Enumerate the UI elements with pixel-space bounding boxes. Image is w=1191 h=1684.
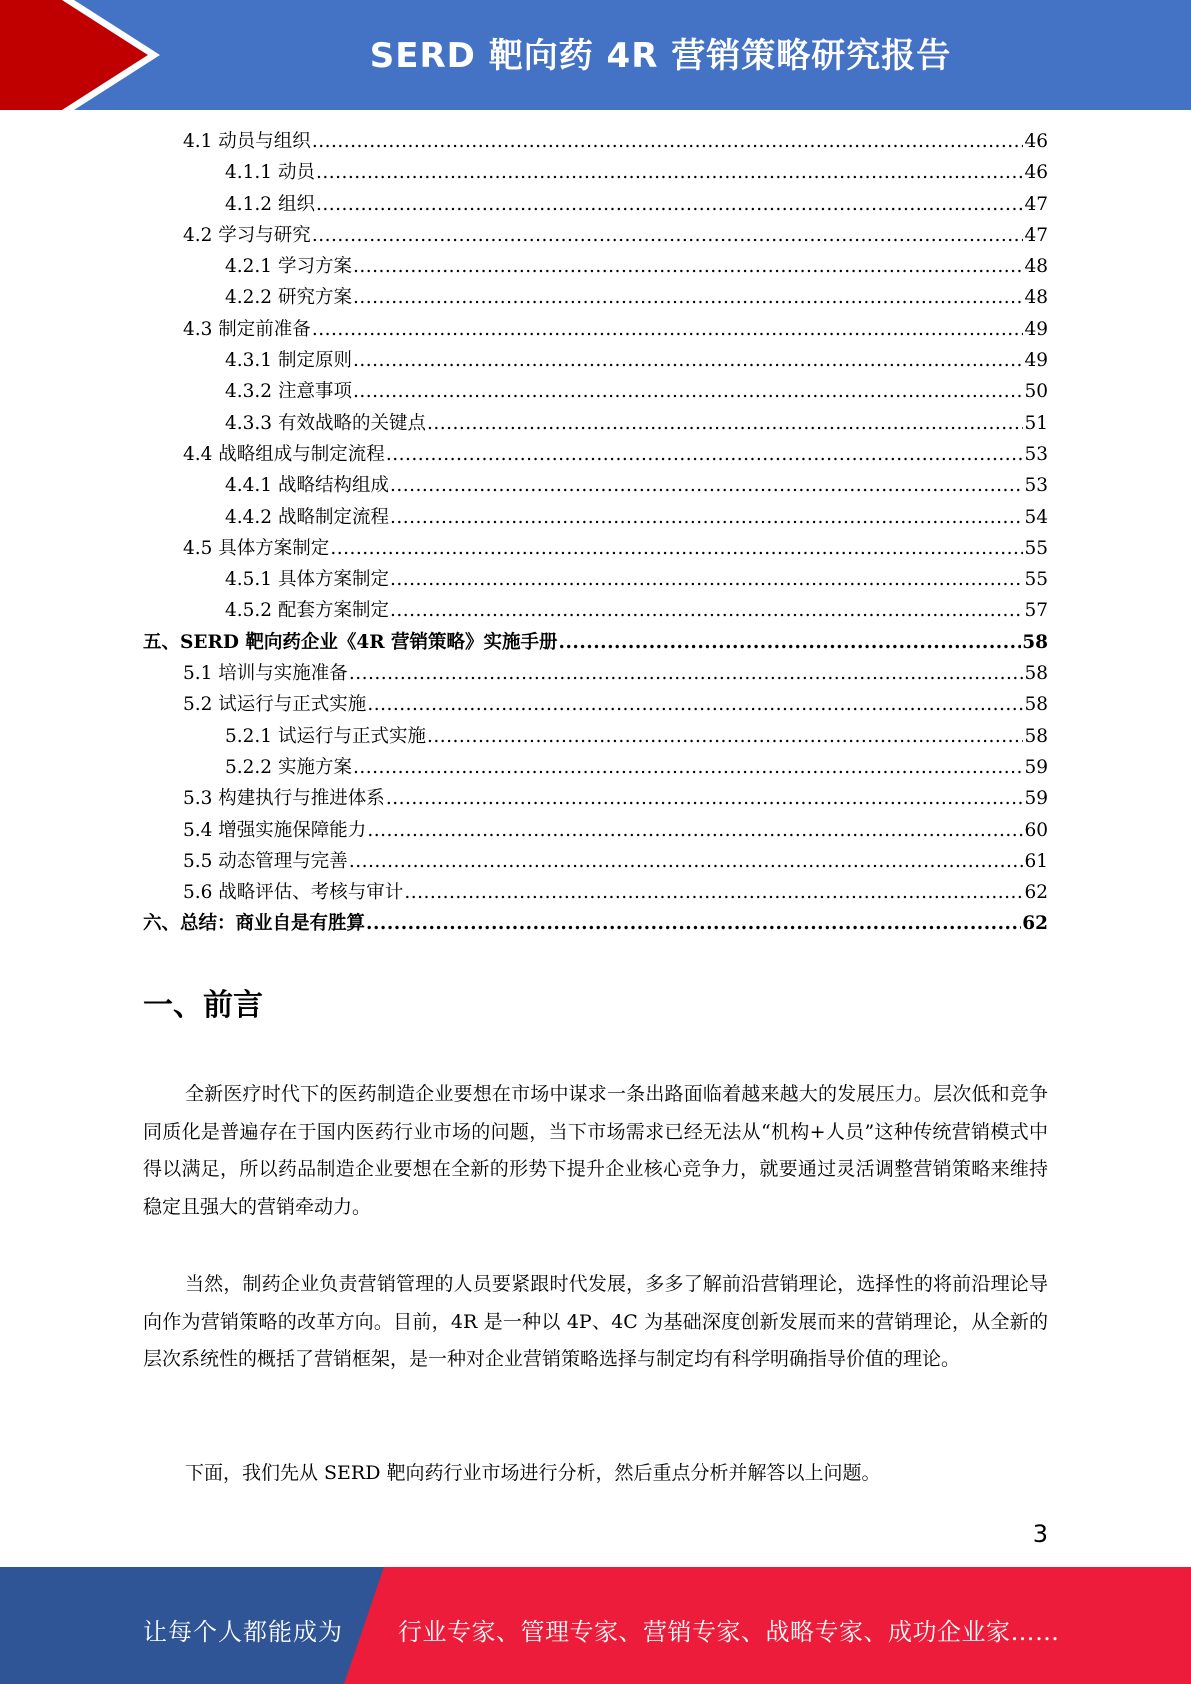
toc-entry-page: 46 <box>1024 131 1048 152</box>
section-heading: 一、前言 <box>143 988 263 1023</box>
page-header <box>0 0 1191 110</box>
toc-entry-title: 5.2.2 实施方案 <box>225 756 352 778</box>
toc-dot-leader <box>390 507 1023 528</box>
toc-dot-leader <box>390 475 1023 496</box>
toc-entry-title: 5.4 增强实施保障能力 <box>183 819 367 841</box>
toc-entry[interactable] <box>143 596 1048 627</box>
toc-dot-leader <box>390 600 1023 621</box>
toc-entry-page: 53 <box>1024 443 1048 465</box>
body-paragraph-2: 当然，制药企业负责营销管理的人员要紧跟时代发展，多多了解前沿营销理论，选择性的将前沿理论导向作为营销策略的改革方向。目前，4R 是一种以 4P、4C 为基础深度创新发展而来的营销理论，从全新的层次系统性的概括了营销框架，是一种对企业营销策略选择与制定均有科学明确指导价值的理论。 <box>143 1273 1048 1371</box>
toc-entry[interactable] <box>143 190 1048 221</box>
toc-dot-leader <box>386 788 1024 809</box>
toc-entry[interactable] <box>143 534 1048 565</box>
toc-entry[interactable] <box>143 753 1048 784</box>
toc-entry[interactable] <box>143 127 1048 158</box>
toc-dot-leader <box>367 694 1023 715</box>
toc-dot-leader <box>353 757 1024 778</box>
page-number: 3 <box>1032 1520 1048 1548</box>
toc-entry-title: 4.2.2 研究方案 <box>225 287 352 309</box>
table-of-contents <box>143 127 1048 941</box>
toc-entry[interactable] <box>143 628 1048 659</box>
toc-entry[interactable] <box>143 471 1048 502</box>
body-paragraph-1: 全新医疗时代下的医药制造企业要想在市场中谋求一条出路面临着越来越大的发展压力。层次低和竞争同质化是普遍存在于国内医药行业市场的问题，当下市场需求已经无法从“机构+人员”这种传统营销模式中得以满足，所以药品制造企业要想在全新的形势下提升企业核心竞争力，就要通过灵活调整营销策略来维持稳定且强大的营销牵动力。 <box>143 1083 1048 1218</box>
toc-dot-leader <box>366 913 1021 934</box>
toc-entry-page: 47 <box>1024 193 1048 215</box>
toc-entry-page: 46 <box>1024 162 1048 184</box>
toc-entry-page: 48 <box>1024 256 1048 278</box>
toc-entry-page: 62 <box>1024 882 1048 904</box>
toc-dot-leader <box>404 882 1023 903</box>
toc-entry[interactable] <box>143 816 1048 847</box>
toc-entry-title: 4.3.3 有效战略的关键点 <box>225 412 426 434</box>
toc-entry-page: 59 <box>1024 756 1048 778</box>
toc-entry-title: 4.1.1 动员 <box>225 162 315 184</box>
toc-entry-page: 51 <box>1024 412 1048 434</box>
toc-entry[interactable] <box>143 377 1048 408</box>
toc-entry-title: 4.3.1 制定原则 <box>225 350 352 372</box>
toc-entry[interactable] <box>143 784 1048 815</box>
toc-entry-page: 50 <box>1024 381 1048 403</box>
toc-entry[interactable] <box>143 440 1048 471</box>
toc-entry-title: 4.5 具体方案制定 <box>183 537 330 559</box>
toc-entry-title: 4.5.2 配套方案制定 <box>225 600 389 622</box>
page-footer <box>0 1567 1191 1684</box>
toc-dot-leader <box>353 381 1024 402</box>
toc-dot-leader <box>427 726 1023 747</box>
toc-dot-leader <box>427 413 1023 434</box>
toc-dot-leader <box>316 194 1024 215</box>
toc-entry-title: 5.2.1 试运行与正式实施 <box>225 725 426 747</box>
toc-entry-title: 4.4.2 战略制定流程 <box>225 506 389 528</box>
toc-entry[interactable] <box>143 659 1048 690</box>
toc-entry[interactable] <box>143 722 1048 753</box>
toc-dot-leader <box>349 851 1024 872</box>
toc-entry-page: 57 <box>1024 600 1048 622</box>
toc-entry-page: 58 <box>1022 631 1048 653</box>
toc-entry-page: 55 <box>1024 569 1048 591</box>
toc-entry-title: 4.4.1 战略结构组成 <box>225 475 389 497</box>
footer-slogan-right: 行业专家、管理专家、营销专家、战略专家、成功企业家…… <box>398 1618 1060 1646</box>
toc-entry-title: 5.6 战略评估、考核与审计 <box>183 882 404 904</box>
toc-entry-title: 5.3 构建执行与推进体系 <box>183 788 385 810</box>
body-paragraph-3: 下面，我们先从 SERD 靶向药行业市场进行分析，然后重点分析并解答以上问题。 <box>185 1462 881 1484</box>
toc-entry-page: 58 <box>1024 694 1048 716</box>
toc-entry-page: 58 <box>1024 725 1048 747</box>
toc-dot-leader <box>353 256 1024 277</box>
toc-dot-leader <box>312 131 1024 152</box>
toc-entry-title: 4.1 动员与组织 <box>183 131 311 152</box>
document-title: SERD 靶向药 4R 营销策略研究报告 <box>369 36 952 76</box>
toc-dot-leader <box>330 538 1023 559</box>
toc-entry[interactable] <box>143 847 1048 878</box>
toc-entry[interactable] <box>143 283 1048 314</box>
toc-dot-leader <box>312 319 1024 340</box>
toc-dot-leader <box>349 663 1024 684</box>
toc-entry-title: 4.3.2 注意事项 <box>225 381 352 403</box>
toc-entry[interactable] <box>143 221 1048 252</box>
toc-entry[interactable] <box>143 315 1048 346</box>
toc-entry-page: 59 <box>1024 788 1048 810</box>
toc-entry-title: 5.5 动态管理与完善 <box>183 850 348 872</box>
toc-entry[interactable] <box>143 503 1048 534</box>
toc-entry-title: 六、总结：商业自是有胜算 <box>143 913 366 935</box>
toc-entry-title: 五、SERD 靶向药企业《4R 营销策略》实施手册 <box>143 631 558 653</box>
toc-entry-page: 48 <box>1024 287 1048 309</box>
toc-dot-leader <box>353 350 1024 371</box>
toc-entry[interactable] <box>143 158 1048 189</box>
toc-entry-title: 4.1.2 组织 <box>225 193 315 215</box>
toc-dot-leader <box>353 287 1024 308</box>
toc-entry-page: 49 <box>1024 318 1048 340</box>
toc-entry-title: 4.2 学习与研究 <box>183 224 311 246</box>
toc-entry-page: 53 <box>1024 475 1048 497</box>
toc-entry-page: 49 <box>1024 350 1048 372</box>
toc-dot-leader <box>390 569 1023 590</box>
toc-entry[interactable] <box>143 565 1048 596</box>
toc-entry-page: 61 <box>1024 850 1048 872</box>
toc-entry-page: 60 <box>1024 819 1048 841</box>
toc-dot-leader <box>386 444 1024 465</box>
toc-entry-page: 55 <box>1024 537 1048 559</box>
toc-entry-title: 4.4 战略组成与制定流程 <box>183 443 385 465</box>
toc-entry-page: 47 <box>1024 224 1048 246</box>
toc-entry[interactable] <box>143 878 1048 909</box>
toc-entry-page: 54 <box>1024 506 1048 528</box>
toc-entry[interactable] <box>143 346 1048 377</box>
toc-dot-leader <box>367 820 1023 841</box>
toc-dot-leader <box>316 162 1024 183</box>
toc-entry-page: 58 <box>1024 663 1048 685</box>
toc-entry-title: 4.5.1 具体方案制定 <box>225 569 389 591</box>
toc-entry[interactable] <box>143 252 1048 283</box>
toc-entry[interactable] <box>143 690 1048 721</box>
toc-entry-title: 5.2 试运行与正式实施 <box>183 694 367 716</box>
footer-slogan-left: 让每个人都能成为 <box>143 1618 343 1646</box>
toc-dot-leader <box>312 225 1024 246</box>
toc-entry[interactable] <box>143 409 1048 440</box>
toc-entry[interactable] <box>143 909 1048 940</box>
toc-dot-leader <box>559 632 1022 653</box>
toc-entry-title: 4.3 制定前准备 <box>183 318 311 340</box>
toc-entry-title: 4.2.1 学习方案 <box>225 256 352 278</box>
toc-entry-title: 5.1 培训与实施准备 <box>183 663 348 685</box>
toc-entry-page: 62 <box>1022 913 1048 935</box>
